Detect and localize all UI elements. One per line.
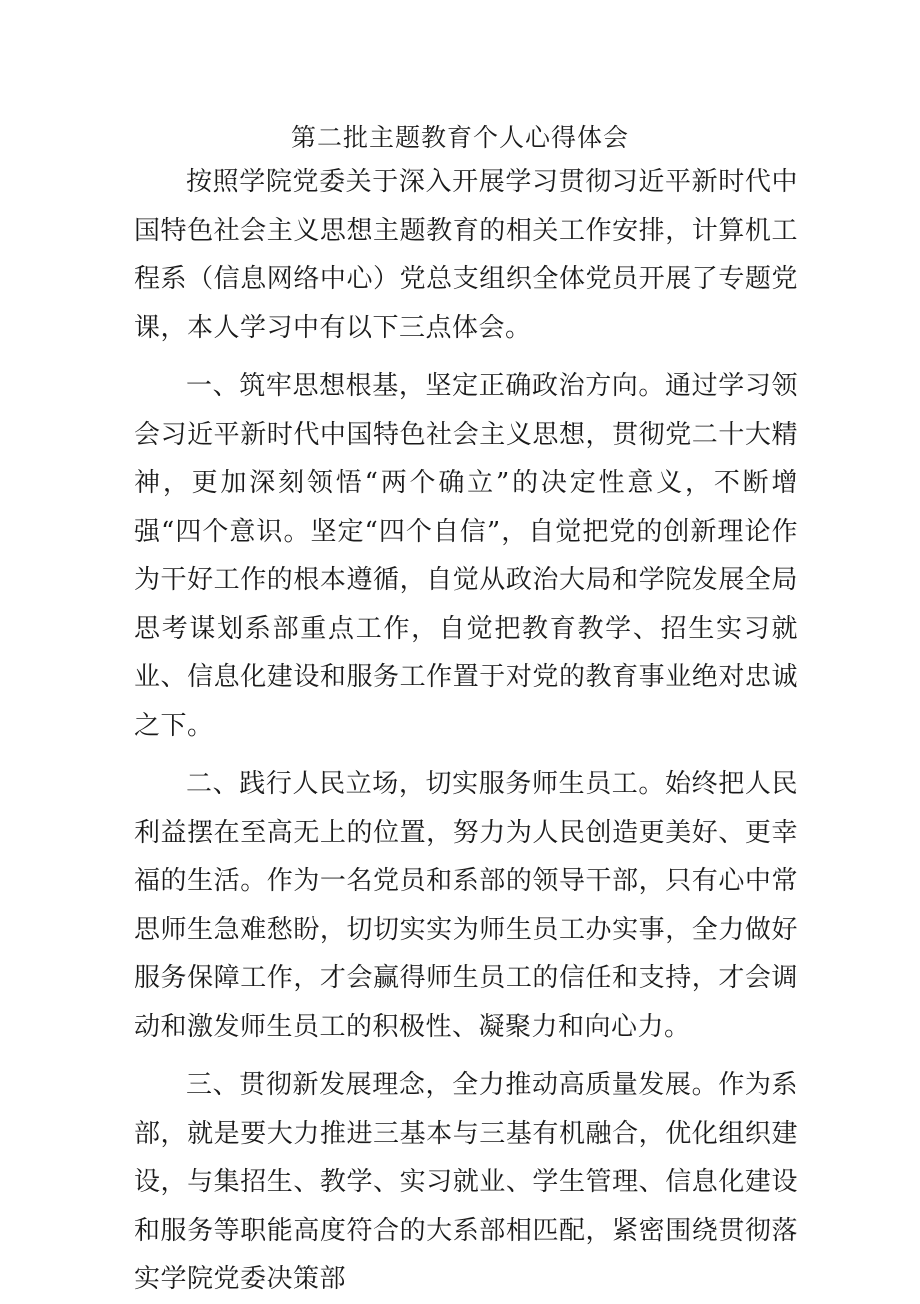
document-title: 第二批主题教育个人心得体会	[290, 123, 629, 152]
paragraph-point-one: 一、筑牢思想根基，坚定正确政治方向。通过学习领会习近平新时代中国特色社会主义思想，贯彻党二十大精神，更加深刻领悟“两个确立”的决定性意义，不断增强“四个意识。坚定“四个自信”，自觉把党的创新理论作为干好工作的根本遵循，自觉从政治大局和学院发展全局思考谋划系部重点工作，自觉把教育教学、招生实习就业、信息化建设和服务工作置于对党的教育事业绝对忠诚之下。	[134, 371, 798, 741]
paragraph-point-three: 三、贯彻新发展理念，全力推动高质量发展。作为系部，就是要大力推进三基本与三基有机融合，优化组织建设，与集招生、教学、实习就业、学生管理、信息化建设和服务等职能高度符合的大系部相匹配，紧密围绕贯彻落实学院党委决策部	[134, 1070, 798, 1294]
paragraph-intro: 按照学院党委关于深入开展学习贯彻习近平新时代中国特色社会主义思想主题教育的相关工作安排，计算机工程系（信息网络中心）党总支组织全体党员开展了专题党课，本人学习中有以下三点体会。	[134, 167, 798, 343]
paragraph-point-two: 二、践行人民立场，切实服务师生员工。始终把人民利益摆在至高无上的位置，努力为人民创造更美好、更幸福的生活。作为一名党员和系部的领导干部，只有心中常思师生急难愁盼，切切实实为师生员工办实事，全力做好服务保障工作，才会赢得师生员工的信任和支持，才会调动和激发师生员工的积极性、凝聚力和向心力。	[134, 769, 798, 1042]
document-body	[134, 158, 798, 1304]
